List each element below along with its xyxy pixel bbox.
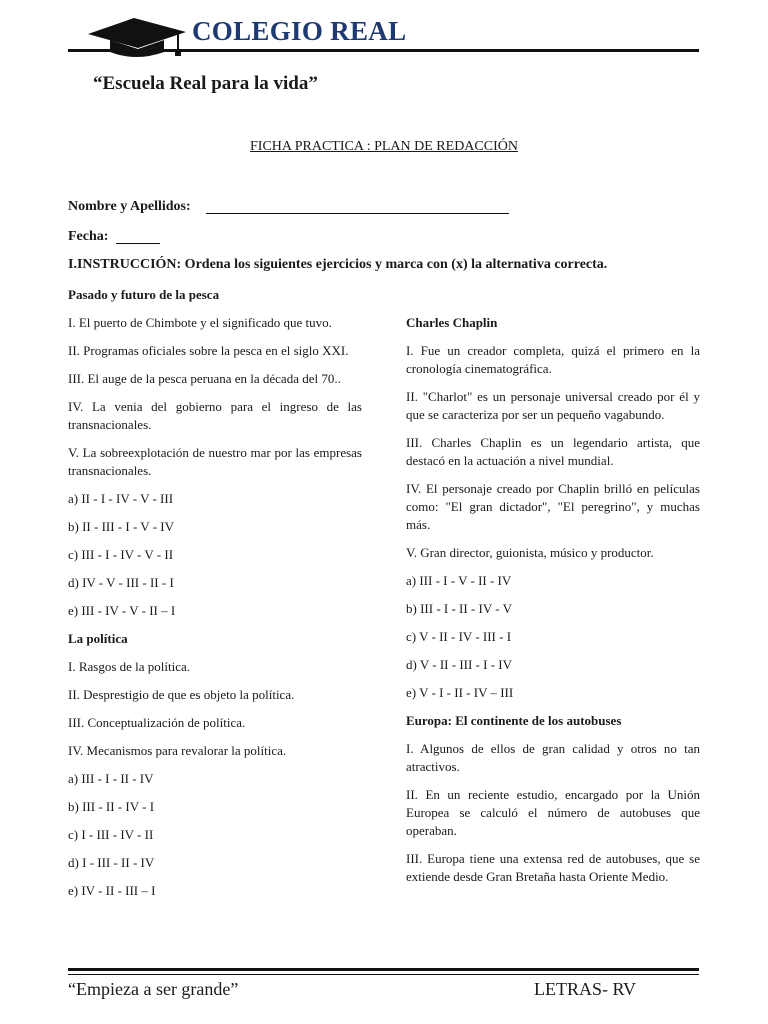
list-item: III. Europa tiene una extensa red de autobuses, que se extiende desde Gran Bretaña hasta Oriente Medio. (406, 851, 700, 884)
answer-option[interactable]: a) III - I - II - IV (68, 771, 154, 786)
right-column (406, 314, 700, 896)
answer-option[interactable]: e) III - IV - V - II – I (68, 603, 176, 618)
worksheet-title: FICHA PRACTICA : PLAN DE REDACCIÓN (250, 139, 518, 154)
answer-option[interactable]: d) I - III - II - IV (68, 855, 155, 870)
section-europa (406, 712, 700, 886)
answer-option[interactable]: a) III - I - V - II - IV (406, 573, 512, 588)
footer-subject: LETRAS- RV (534, 979, 637, 999)
answer-option[interactable]: a) II - I - IV - V - III (68, 491, 174, 506)
list-item: II. Programas oficiales sobre la pesca en el siglo XXI. (68, 343, 349, 358)
list-item: IV. La venia del gobierno para el ingreso de las transnacionales. (68, 399, 362, 432)
section-politica (68, 630, 362, 900)
list-item: III. El auge de la pesca peruana en la década del 70.. (68, 371, 341, 386)
footer-slogan: “Empieza a ser grande” (68, 979, 239, 999)
list-item: IV. El personaje creado por Chaplin brilló en películas como: "El gran dictador", "El peregrino", y muchas más. (406, 481, 700, 532)
answer-option[interactable]: b) II - III - I - V - IV (68, 519, 175, 534)
school-name: COLEGIO REAL (192, 16, 407, 46)
answer-option[interactable]: c) III - I - IV - V - II (68, 547, 174, 562)
section-title: Europa: El continente de los autobuses (406, 713, 622, 728)
list-item: I. Algunos de ellos de gran calidad y otros no tan atractivos. (406, 741, 700, 774)
list-item: IV. Mecanismos para revalorar la política. (68, 743, 287, 758)
answer-option[interactable]: d) V - II - III - I - IV (406, 657, 513, 672)
list-item: I. El puerto de Chimbote y el significado que tuvo. (68, 315, 332, 330)
list-item: II. En un reciente estudio, encargado por la Unión Europea se calculó el número de autobuses que operaban. (406, 787, 700, 838)
list-item: V. La sobreexplotación de nuestro mar por las empresas transnacionales. (68, 445, 362, 478)
answer-option[interactable]: b) III - I - II - IV - V (406, 601, 513, 616)
section-title: La política (68, 631, 128, 646)
graduation-cap-icon (86, 16, 188, 60)
left-column (68, 286, 362, 910)
date-label: Fecha: (68, 229, 109, 244)
header-rule (68, 49, 699, 52)
instruction-text: I.INSTRUCCIÓN: Ordena los siguientes ejercicios y marca con (x) la alternativa correcta. (68, 257, 608, 272)
answer-option[interactable]: c) V - II - IV - III - I (406, 629, 512, 644)
section-chaplin (406, 314, 700, 702)
answer-option[interactable]: d) IV - V - III - II - I (68, 575, 174, 590)
answer-option[interactable]: e) IV - II - III – I (68, 883, 156, 898)
list-item: II. Desprestigio de que es objeto la política. (68, 687, 295, 702)
name-blank-line[interactable] (206, 213, 509, 214)
date-blank-line[interactable] (116, 243, 160, 244)
name-label: Nombre y Apellidos: (68, 199, 191, 214)
list-item: V. Gran director, guionista, músico y productor. (406, 545, 654, 560)
school-motto: “Escuela Real para la vida” (93, 73, 318, 94)
footer-rule-thick (68, 968, 699, 971)
answer-option[interactable]: b) III - II - IV - I (68, 799, 155, 814)
list-item: III. Conceptualización de política. (68, 715, 246, 730)
list-item: III. Charles Chaplin es un legendario artista, que destacó en la actuación a nivel mundial. (406, 435, 700, 468)
section-title: Pasado y futuro de la pesca (68, 287, 220, 302)
answer-option[interactable]: c) I - III - IV - II (68, 827, 154, 842)
list-item: II. "Charlot" es un personaje universal creado por él y que se caracteriza por ser un pequeño vagabundo. (406, 389, 700, 422)
list-item: I. Rasgos de la política. (68, 659, 191, 674)
list-item: I. Fue un creador completa, quizá el primero en la cronología cinematográfica. (406, 343, 700, 376)
footer-rule-thin (68, 974, 699, 975)
section-pesca (68, 286, 362, 620)
section-title: Charles Chaplin (406, 315, 498, 330)
answer-option[interactable]: e) V - I - II - IV – III (406, 685, 514, 700)
